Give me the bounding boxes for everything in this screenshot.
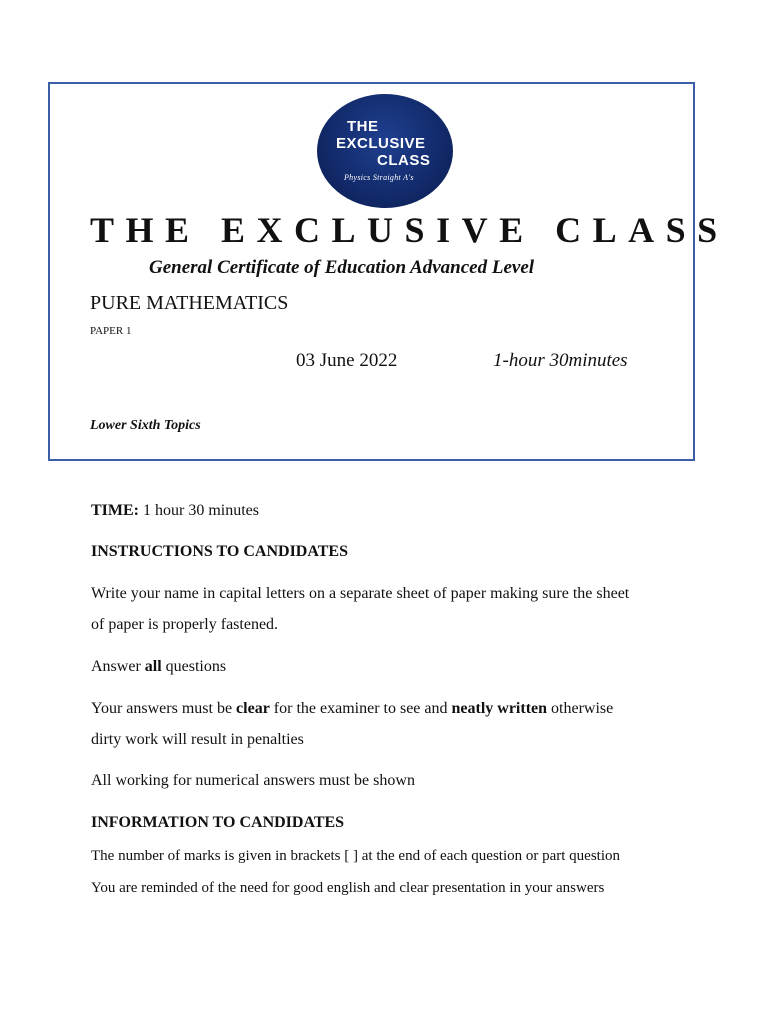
info1: The number of marks is given in brackets [ ] at the end of each question or part question — [91, 848, 621, 864]
instruction3-bold-neatly: neatly written — [451, 700, 548, 717]
logo-text-line2: EXCLUSIVE — [336, 135, 426, 152]
logo — [317, 94, 453, 208]
instruction1-line1: Write your name in capital letters on a separate sheet of paper making sure the sheet — [91, 585, 630, 602]
subject-title: PURE MATHEMATICS — [90, 292, 289, 314]
brand-title: THE EXCLUSIVE CLASS — [90, 210, 729, 250]
instruction3-pre: Your answers must be — [91, 700, 237, 717]
instruction3-mid: for the examiner to see and — [269, 700, 452, 717]
logo-text-line3: CLASS — [377, 152, 431, 169]
exam-date: 03 June 2022 — [296, 350, 398, 371]
instruction3-bold-clear: clear — [236, 700, 270, 717]
time-label: TIME: — [91, 502, 139, 519]
instruction2-post: questions — [161, 658, 227, 675]
header-box — [48, 82, 729, 461]
time-line — [91, 502, 259, 520]
instruction4: All working for numerical answers must be shown — [91, 772, 415, 789]
instruction2 — [91, 658, 226, 676]
instruction2-pre: Answer — [91, 658, 145, 675]
instruction1-line2: of paper is properly fastened. — [91, 616, 279, 633]
instruction3-line2: dirty work will result in penalties — [91, 731, 304, 748]
instruction2-bold: all — [144, 658, 162, 675]
information-heading: INFORMATION TO CANDIDATES — [91, 814, 345, 831]
paper-label: PAPER 1 — [90, 325, 132, 337]
info2: You are reminded of the need for good english and clear presentation in your answers — [91, 880, 605, 896]
instructions-heading: INSTRUCTIONS TO CANDIDATES — [91, 543, 348, 560]
time-value: 1 hour 30 minutes — [139, 502, 259, 519]
topics-label: Lower Sixth Topics — [90, 418, 201, 433]
instruction3-post: otherwise — [547, 700, 614, 717]
logo-text-line1: THE — [347, 118, 379, 135]
logo-tagline: Physics Straight A's — [344, 173, 414, 182]
certificate-title: General Certificate of Education Advanced Level — [149, 257, 535, 278]
instruction3-line1 — [91, 700, 613, 718]
exam-duration: 1-hour 30minutes — [493, 350, 628, 371]
